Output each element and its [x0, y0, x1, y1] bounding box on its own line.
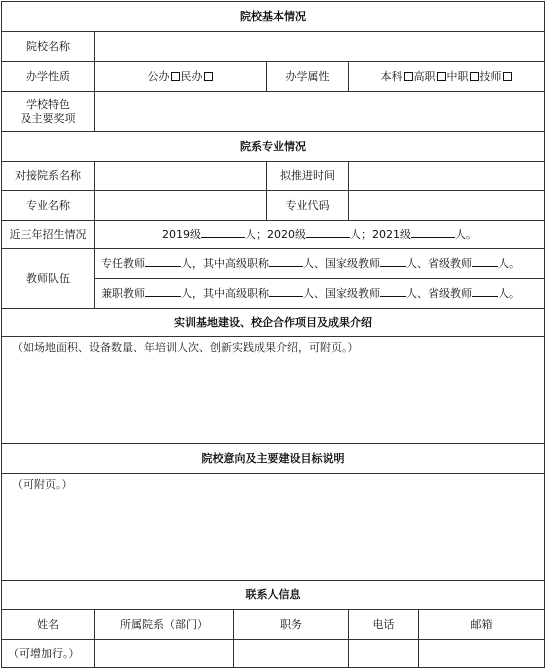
fulltime-national-blank[interactable]	[380, 257, 406, 267]
enroll-unit: 人	[245, 227, 257, 241]
parttime-blank[interactable]	[145, 287, 181, 297]
nature-label: 办学性质	[2, 62, 95, 92]
enroll-2019-label: 2019级	[162, 227, 202, 241]
attribute-options	[349, 62, 545, 92]
contact-phone-cell[interactable]	[349, 640, 419, 668]
contact-header-email: 邮箱	[419, 610, 545, 640]
nature-public-checkbox[interactable]	[171, 72, 180, 81]
enroll-sep: ；	[361, 227, 373, 241]
feature-field[interactable]	[95, 92, 545, 132]
senior-label: ，其中高级职称	[192, 256, 269, 270]
unit: 人	[303, 286, 314, 300]
enroll-unit: 人	[350, 227, 362, 241]
nature-option-public-label: 公办	[147, 69, 170, 83]
school-name-field[interactable]	[95, 32, 545, 62]
attr-higher-vocational-checkbox[interactable]	[437, 72, 446, 81]
dock-dept-field[interactable]	[95, 162, 267, 191]
attr-undergrad-label: 本科	[380, 69, 403, 83]
unit: 人	[498, 256, 509, 270]
enroll-2021-blank[interactable]	[411, 228, 455, 238]
teachers-label: 教师队伍	[2, 249, 95, 309]
section-dept-title: 院系专业情况	[2, 132, 545, 162]
parttime-label: 兼职教师	[101, 286, 145, 300]
parttime-national-blank[interactable]	[380, 287, 406, 297]
attr-secondary-vocational-checkbox[interactable]	[470, 72, 479, 81]
fulltime-label: 专任教师	[101, 256, 145, 270]
enrollment-line	[95, 221, 545, 249]
major-name-field[interactable]	[95, 191, 267, 221]
major-name-label: 专业名称	[2, 191, 95, 221]
unit: 人	[303, 256, 314, 270]
fulltime-blank[interactable]	[145, 257, 181, 267]
enroll-end: 。	[466, 227, 478, 241]
section-training-title: 实训基地建设、校企合作项目及成果介绍	[2, 309, 545, 337]
form-table	[1, 1, 545, 668]
feature-label-line2: 及主要奖项	[20, 111, 76, 125]
nature-private-checkbox[interactable]	[204, 72, 213, 81]
section-contact-title: 联系人信息	[2, 581, 545, 610]
parttime-senior-blank[interactable]	[269, 287, 303, 297]
contact-position-cell[interactable]	[234, 640, 349, 668]
enroll-2020-blank[interactable]	[306, 228, 350, 238]
attr-technician-label: 技师	[479, 69, 502, 83]
enroll-sep: ；	[256, 227, 268, 241]
senior-label: ，其中高级职称	[192, 286, 269, 300]
section-intent-title: 院校意向及主要建设目标说明	[2, 444, 545, 474]
major-code-label: 专业代码	[267, 191, 349, 221]
attr-secondary-vocational-label: 中职	[446, 69, 469, 83]
school-name-label: 院校名称	[2, 32, 95, 62]
parttime-teachers-line	[95, 279, 545, 309]
contact-header-name: 姓名	[2, 610, 95, 640]
unit: 人	[181, 256, 192, 270]
enroll-2019-blank[interactable]	[201, 228, 245, 238]
parttime-provincial-blank[interactable]	[472, 287, 498, 297]
fulltime-provincial-blank[interactable]	[472, 257, 498, 267]
enroll-2020-label: 2020级	[267, 227, 307, 241]
contact-dept-cell[interactable]	[95, 640, 234, 668]
enroll-unit: 人	[455, 227, 467, 241]
unit: 人	[406, 256, 417, 270]
dock-dept-label: 对接院系名称	[2, 162, 95, 191]
provincial-label: 、省级教师	[417, 286, 472, 300]
training-description-field[interactable]: （如场地面积、设备数量、年培训人次、创新实践成果介绍，可附页。）	[2, 337, 545, 444]
nature-option-private-label: 民办	[180, 69, 203, 83]
push-time-label: 拟推进时间	[267, 162, 349, 191]
contact-header-phone: 电话	[349, 610, 419, 640]
push-time-field[interactable]	[349, 162, 545, 191]
unit: 人	[406, 286, 417, 300]
attr-technician-checkbox[interactable]	[503, 72, 512, 81]
unit: 人	[498, 286, 509, 300]
major-code-field[interactable]	[349, 191, 545, 221]
contact-header-dept: 所属院系（部门）	[95, 610, 234, 640]
feature-label-line1: 学校特色	[26, 97, 70, 111]
end-mark: 。	[509, 286, 520, 300]
nature-options	[95, 62, 267, 92]
fulltime-teachers-line	[95, 249, 545, 279]
national-label: 、国家级教师	[314, 256, 380, 270]
attr-higher-vocational-label: 高职	[413, 69, 436, 83]
attribute-label: 办学属性	[267, 62, 349, 92]
end-mark: 。	[509, 256, 520, 270]
intent-description-field[interactable]: （可附页。）	[2, 474, 545, 581]
section-basic-title: 院校基本情况	[2, 2, 545, 32]
contact-header-position: 职务	[234, 610, 349, 640]
provincial-label: 、省级教师	[417, 256, 472, 270]
national-label: 、国家级教师	[314, 286, 380, 300]
contact-note: （可增加行。）	[2, 640, 95, 668]
attr-undergrad-checkbox[interactable]	[404, 72, 413, 81]
unit: 人	[181, 286, 192, 300]
contact-email-cell[interactable]	[419, 640, 545, 668]
feature-label	[2, 92, 95, 132]
enroll-2021-label: 2021级	[372, 227, 412, 241]
enrollment-label: 近三年招生情况	[2, 221, 95, 249]
fulltime-senior-blank[interactable]	[269, 257, 303, 267]
